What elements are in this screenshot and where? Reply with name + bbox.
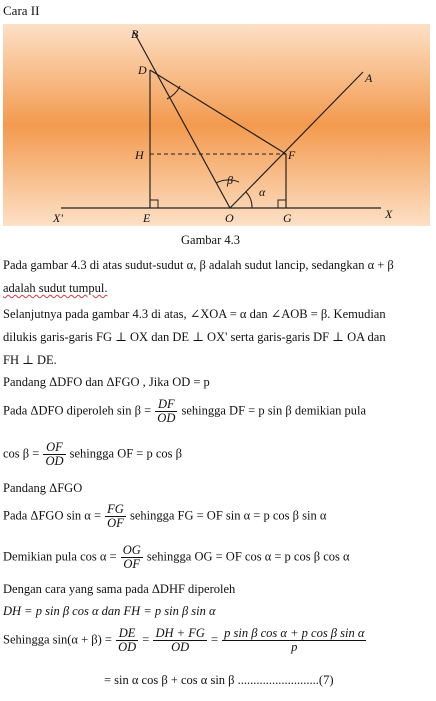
label-alpha: α [259,185,266,199]
p7-pre: Pada ΔFGO sin α = [3,508,102,523]
section-heading: Cara II [3,3,40,18]
frac-den: p [291,640,298,655]
figure-background [3,24,430,226]
paragraph-5 [3,441,182,468]
frac-den: OD [157,411,176,426]
frac-den: OF [123,557,141,572]
frac-num: DE [116,627,138,641]
paragraph-2-line-3: FH ⊥ DE. [3,353,57,367]
p8-post: sehingga OG = OF cos α = p cos β cos α [146,549,350,564]
label-x: X [385,207,393,221]
paragraph-11: Sehingga sin(α + β) = $\frac{DE}{OD}$ = $\frac{DH + FG}{OD}$ = $\frac{\text{p sin β cos α + p cos β sin α}}{p}$ [3,626,365,655]
paragraph-8 [3,544,350,571]
p11-pre: Sehingga sin(α + β) = [3,632,112,647]
paragraph-6: Pandang ΔFGO [3,481,83,495]
label-h: H [135,148,144,162]
label-d: D [138,63,147,77]
paragraph-9: Dengan cara yang sama pada ΔDHF diperoleh [3,582,236,596]
fraction-fg-of [105,503,126,530]
frac-den: OF [107,516,124,531]
label-g: G [283,211,292,225]
label-o: O [225,211,234,225]
fraction-expansion-p [222,627,366,654]
paragraph-1-line-1: Pada gambar 4.3 di atas sudut-sudut α, β adalah sudut lancip, sedangkan α + β [3,258,394,272]
label-f: F [288,148,296,162]
frac-num: DH + FG [155,626,205,640]
paragraph-1-line-2: adalah sudut tumpul. [3,281,108,295]
label-x-prime: X' [53,211,63,225]
p7-post: sehingga FG = OF sin α = p cos β sin α [129,508,327,523]
fraction-df-od [155,398,177,425]
figure-caption: Gambar 4.3 [181,233,241,247]
fraction-de-od [116,627,138,654]
frac-num: OF [43,441,65,455]
paragraph-10: DH = p sin β cos α dan FH = p sin β sin α [3,604,216,618]
frac-den: OD [45,454,64,469]
frac-num: FG [107,502,124,516]
p5-post: sehingga OF = p cos β [69,446,183,461]
label-a: A [365,71,373,85]
figure-4-3 [3,24,430,226]
p8-pre: Demikian pula cos α = [3,549,117,564]
paragraph-7 [3,503,326,530]
p4-post: sehingga DF = p sin β demikian pula [181,403,367,418]
frac-num: OG [122,543,141,557]
label-beta: β [227,173,233,187]
frac-den: OD [171,640,190,655]
paragraph-12-result: = sin α cos β + cos α sin β ..........................(7) [104,673,334,687]
frac-den: OD [118,640,137,655]
paragraph-2-line-1: Selanjutnya pada gambar 4.3 di atas, ∠XOA = α dan ∠AOB = β. Kemudian [3,307,386,321]
frac-num: p sin β cos α + p cos β sin α [224,626,365,640]
frac-num: DF [155,398,177,412]
fraction-og-of [121,544,143,571]
label-e: E [143,211,151,225]
label-b: B [131,27,139,41]
paragraph-3: Pandang ΔDFO dan ΔFGO , Jika OD = p [3,375,210,389]
fraction-of-od [43,441,65,468]
paragraph-4 [3,398,366,425]
fraction-sum-od [153,627,206,654]
p5-pre: cos β = [3,446,40,461]
p4-pre: Pada ΔDFO diperoleh sin β = [3,403,152,418]
paragraph-2-line-2: dilukis garis-garis FG ⊥ OX dan DE ⊥ OX' serta garis-garis DF ⊥ OA dan [3,330,386,344]
